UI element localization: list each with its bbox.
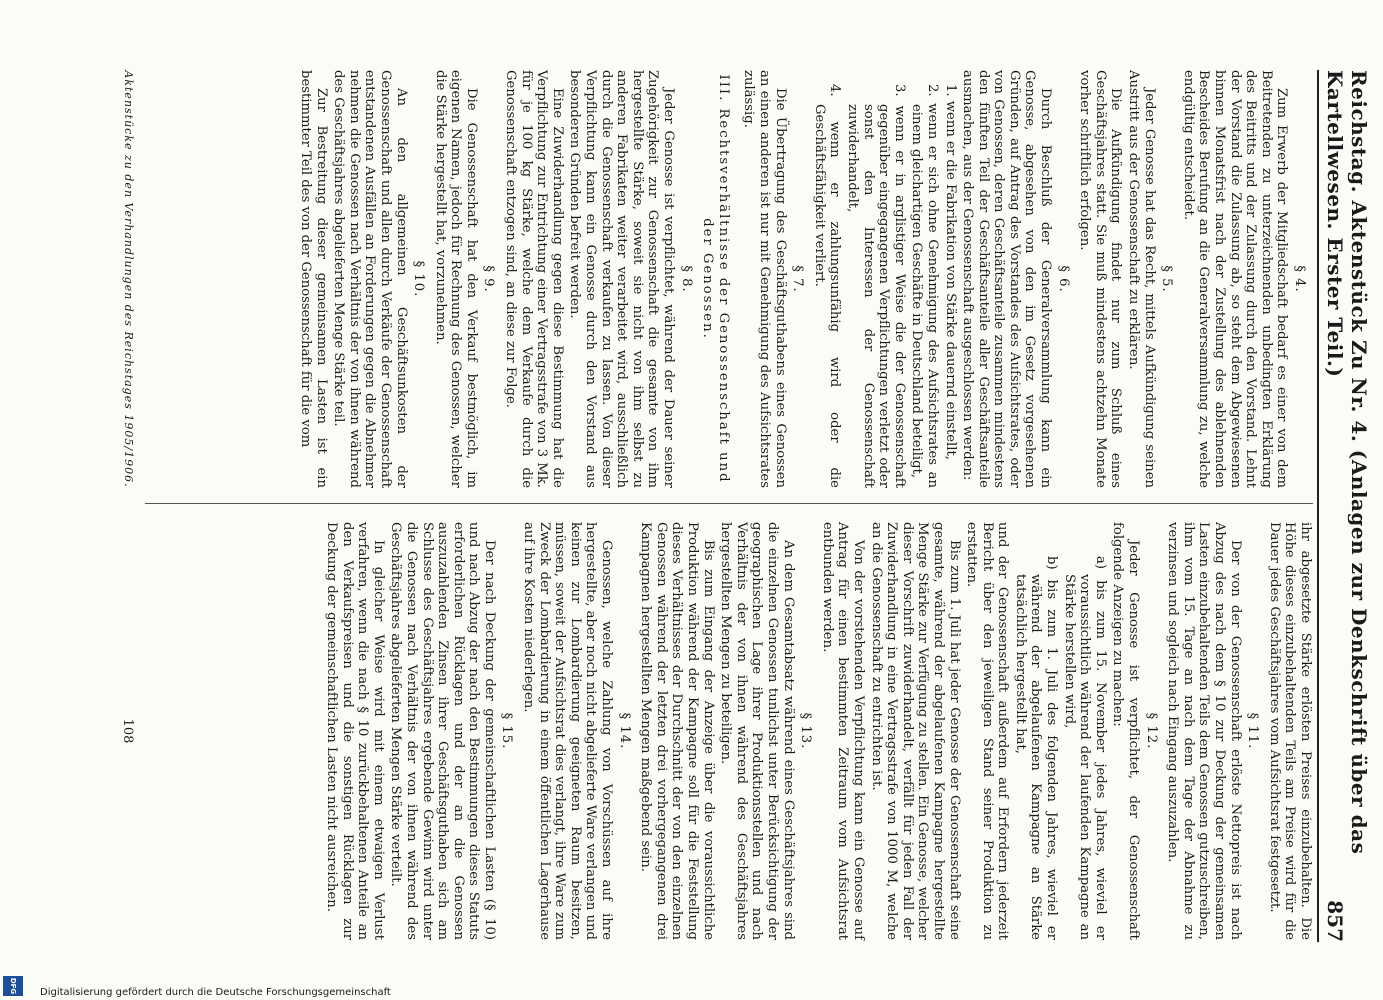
- section-heading: § 11.: [1245, 712, 1261, 750]
- section-heading: § 8.: [678, 265, 694, 293]
- section-heading: § 5.: [1159, 265, 1175, 293]
- paragraph: Jeder Genosse ist verpflichtet, der Genossenschaft folgende Anzeigen zu machen:: [1110, 522, 1142, 940]
- list-item: 4. wenn er zahlungsunfähig wird oder die Geschäftsfähigkeit verliert.: [811, 84, 843, 488]
- section-heading: § 15.: [499, 712, 515, 750]
- section-heading: § 10.: [411, 260, 427, 298]
- paragraph: Genossen, welche Zahlung von Vorschüssen auf ihre hergestellte, aber noch nicht abgelieferte Ware verlangen und keinen zur Lombardierung geeigneten Raum besitzen, müssen, soweit der Aufsichtsrat dies verlangt, ihre Ware zum Zweck der Lombardierung in einem öffentlichen Lagerhause auf ihre Kosten niederlegen.: [521, 522, 615, 940]
- paragraph: Der nach Deckung der gemeinschaftlichen Lasten (§ 10) und nach Abzug der nach den Bestimmungen dieses Statuts erforderlichen Rücklagen und der an die Genossen auszuzahlenden Zinsen ihrer Geschäftsguthaben sich am Schlusse des Geschäftsjahres ergebende Gewinn wird unter die Genossen nach Verhältnis der von ihnen während des Geschäftsjahres abgelieferten Mengen Stärke verteilt.: [388, 522, 497, 940]
- section-heading: § 14.: [616, 712, 632, 750]
- section-heading: § 13.: [798, 712, 814, 750]
- paragraph: Bis zum 1. Juli hat jeder Genosse der Genossenschaft seine gesamte, während der abgelaufenen Kampagne hergestellte Menge Stärke zur Verfügung zu stellen. Ein Genosse, welcher dieser Vorschrift zuwiderhandelt, verfällt für jeden Fall der Zuwiderhandlung in eine Vertragsstrafe von 1000 M, welche an die Genossenschaft zu entrichten ist.: [868, 522, 962, 940]
- header-title: Reichstag. Aktenstück Zu Nr. 4. (Anlagen zur Denkschrift über das Kartellwesen. Erster Teil.): [1323, 70, 1371, 855]
- paragraph: Der von der Genossenschaft erlöste Nettopreis ist nach Abzug des nach dem § 10 zur Deckung der gemeinsamen Lasten einzubehaltenden Teils dem Genossen gutzuschreiben, ihm vom 15. Tage an nach dem Tage der Abnahme zu verzinsen und sogleich nach Eingang auszuzahlen.: [1165, 522, 1243, 940]
- paragraph: Durch Beschluß der Generalversammlung kann ein Genosse, abgesehen von den im Gesetz vorgesehenen Gründen, auf Antrag des Vorstandes des Aufsichtsrates, oder von Genossen, deren Geschäftsanteile zusammen mindestens den fünften Teil der Geschäftsanteile aller Geschäftsanteile ausmachen, aus der Genossenschaft ausgeschlossen werden:: [960, 70, 1054, 488]
- paragraph: In gleicher Weise wird mit einem etwaigen Verlust verfahren, wenn die nach § 10 zurückbehaltenen Anteile an den Verkaufspreisen und die sonstigen Rücklagen zur Deckung der gemeinschaftlichen Lasten nicht ausreichen.: [323, 522, 386, 940]
- right-column: [321, 522, 1313, 940]
- digitization-note-text: Digitalisierung gefördert durch die Deutsche Forschungsgemeinschaft: [40, 987, 391, 998]
- paragraph: Die Aufkündigung findet nur zum Schluß eines Geschäftsjahres statt. Sie muß mindestens achtzehn Monate vorher schriftlich erfolgen.: [1077, 70, 1124, 488]
- footer-page-number: 108: [120, 718, 135, 744]
- paragraph: Jeder Genosse hat das Recht, mittels Aufkündigung seinen Austritt aus der Genossenschaft zu erklären.: [1126, 70, 1157, 488]
- paragraph: Eine Zuwiderhandlung gegen diese Bestimmung hat die Verpflichtung zur Entrichtung einer Vertragsstrafe von 3 Mk. für je 100 kg Stärke, welche dem Verkaufe durch die Genossenschaft entzogen sind, an diese zur Folge.: [503, 70, 565, 488]
- page-footer: Aktenstücke zu den Verhandlungen des Reichstages 1905/1906.: [122, 70, 135, 488]
- paragraph: Die Genossenschaft hat den Verkauf bestmöglich, im eigenen Namen, jedoch für Rechnung des Genossen, welcher die Stärke hergestellt hat, vorzunehmen.: [432, 70, 479, 488]
- section-heading: § 6.: [1055, 265, 1071, 293]
- paragraph: Die Übertragung des Geschäftsguthabens eines Genossen an einen anderen ist nur mit Genehmigung des Aufsichtsrates zulässig.: [741, 70, 788, 488]
- paragraph: Jeder Genosse ist verpflichtet, während der Dauer seiner Zugehörigkeit zur Genossenschaft die gesamte von ihm hergestellte Stärke, soweit sie nicht von ihm selbst zu anderen Fabrikaten weiter verarbeitet wird, ausschließlich durch die Genossenschaft verkaufen zu lassen. Von dieser Verpflichtung kann ein Genosse durch den Vorstand aus besonderen Gründen befreit werden.: [567, 70, 677, 488]
- paragraph: An den allgemeinen Geschäftsunkosten der Genossenschaft und allen durch Verkäufe der Genossenschaft entstandenen Ausfällen an Forderungen gegen die Abnehmer nehmen die Genossen nach Verhältnis der von ihnen während des Geschäftsjahres abgelieferten Menge Stärke teil.: [331, 70, 409, 488]
- chapter-heading: III. Rechtsverhältnisse der Genossenschaft und der Genossen.: [700, 74, 731, 484]
- list-item: 1. wenn er die Fabrikation von Stärke dauernd einstellt,: [942, 84, 958, 460]
- paragraph: Bis zum Eingang der Anzeige über die voraussichtliche Produktion während der Kampagne soll für die Feststellung dieses Verhältnisses der Durchschnitt der von den einzelnen Genossen während der letzten drei vorhergegangenen drei Kampagnen hergestellten Mengen maßgebend sein.: [638, 522, 716, 940]
- paragraph: An dem Gesamtabsatz während eines Geschäftsjahres sind die einzelnen Genossen tunlichst unter Berücksichtigung der geographischen Lage ihrer Produktionsstellen und nach Verhältnis der von ihnen während des Geschäftsjahres hergestellten Mengen zu beteiligen.: [718, 522, 796, 940]
- column-divider: [145, 503, 1313, 504]
- section-heading: § 12.: [1143, 712, 1159, 750]
- section-heading: § 9.: [481, 265, 497, 293]
- list-item: b) bis zum 1. Juli des folgenden Jahres, wieviel er während der abgelaufenen Kampagne an Stärke tatsächlich hergestellt hat,: [1012, 556, 1060, 940]
- paragraph: Zum Erwerb der Mitgliedschaft bedarf es einer von dem Beitretenden zu unterzeichnenden unbedingten Erklärung des Beitritts und der Zulassung durch den Vorstand. Lehnt der Vorstand die Zulassung ab, so steht dem Abgewiesenen binnen Monatsfrist nach der Zustellung des ablehnenden Bescheides Berufung an die Generalversammlung zu, welche endgültig entscheidet.: [1180, 70, 1290, 488]
- page-header: [1317, 70, 1371, 942]
- header-page-number: 857: [1323, 900, 1347, 942]
- paragraph: Von der vorstehenden Verpflichtung kann ein Genosse auf Antrag für einen bestimmten Zeitraum vom Aufsichtsrat entbunden werden.: [819, 522, 866, 940]
- paragraph: ihr abgesetzte Stärke erlösten Preises einzubehalten. Die Höhe dieses einzubehaltenden Teils am Preise wird für die Dauer jedes Geschäftsjahres vom Aufsichtsrat festgesetzt.: [1266, 522, 1313, 940]
- paragraph: und der Genossenschaft außerdem auf Erfordern jederzeit Bericht über den jeweiligen Stand seiner Produktion zu erstatten.: [964, 522, 1011, 940]
- list-item: 2. wenn er sich ohne Genehmigung des Aufsichtsrates an einem gleichartigen Geschäfte in Deutschland beteiligt,: [909, 84, 940, 488]
- section-heading: § 4.: [1292, 265, 1307, 293]
- list-item: a) bis zum 15. November jedes Jahres, wieviel er voraussichtlich während der laufenden Kampagne an Stärke herstellen wird,: [1061, 556, 1108, 940]
- section-heading: § 7.: [790, 265, 806, 293]
- dfg-logo-icon: DFG: [3, 976, 23, 996]
- list-item: 3. wenn er in arglistiger Weise die der Genossenschaft gegenüber eingegangenen Verpflichtungen verletzt oder sonst den Interessen der Genossenschaft zuwiderhandelt,: [844, 84, 907, 488]
- digitization-note: [0, 976, 1323, 998]
- left-column: [295, 70, 1313, 488]
- paragraph: Zur Bestreitung dieser gemeinsamen Lasten ist ein bestimmter Teil des von der Genossenschaft für die vom: [297, 70, 329, 488]
